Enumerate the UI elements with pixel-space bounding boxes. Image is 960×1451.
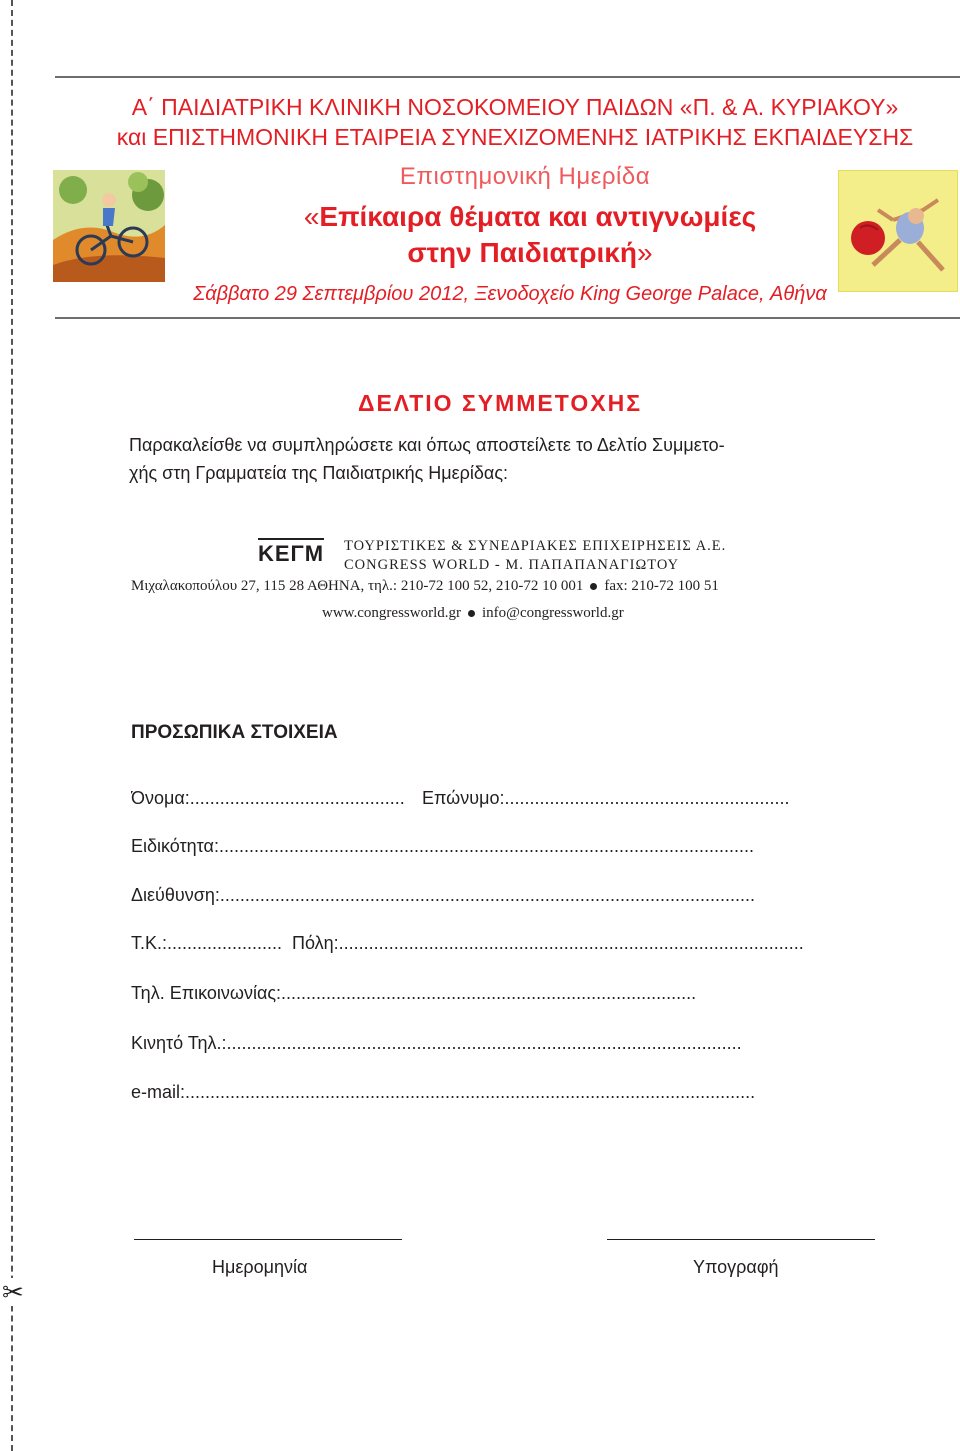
- mobile-field[interactable]: Κινητό Τηλ.:.......................................................................................................: [131, 1033, 742, 1053]
- email-field[interactable]: e-mail:..................................................................................................................: [131, 1082, 756, 1102]
- specialty-field[interactable]: Ειδικότητα:...........................................................................................................: [131, 836, 755, 856]
- email-link[interactable]: info@congressworld.gr: [482, 605, 624, 621]
- title-text-2: στην Παιδιατρική: [407, 237, 638, 268]
- personal-section-title: ΠΡΟΣΩΠΙΚΑ ΣΤΟΙΧΕΙΑ: [131, 722, 338, 743]
- city-field[interactable]: Πόλη:.............................................................................................: [292, 933, 804, 953]
- company-name-line-1: ΤΟΥΡΙΣΤΙΚΕΣ & ΣΥΝΕΔΡΙΑΚΕΣ ΕΠΙΧΕΙΡΗΣΕΙΣ Α.Ε.: [344, 538, 727, 554]
- event-type: Επιστημονική Ημερίδα: [399, 163, 651, 190]
- bullet-icon: [468, 610, 475, 617]
- company-logo: ΚΕΓΜ: [258, 538, 324, 567]
- last-name-field[interactable]: Επώνυμο:.........................................................: [422, 788, 790, 808]
- instructions-line-1: Παρακαλείσθε να συμπληρώσετε και όπως αποστείλετε το Δελτίο Συμμετο-: [129, 435, 725, 455]
- instructions-line-2: χής στη Γραμματεία της Παιδιατρικής Ημερίδας:: [129, 463, 509, 483]
- top-rule: [55, 76, 960, 78]
- company-web: [322, 605, 624, 622]
- instructions: [129, 431, 889, 487]
- title-text-1: Επίκαιρα θέματα και αντιγνωμίες: [319, 201, 757, 232]
- event-date-location: Σάββατο 29 Σεπτεμβρίου 2012, Ξενοδοχείο King George Palace, Αθήνα: [193, 283, 827, 305]
- date-line[interactable]: [134, 1239, 402, 1240]
- event-title-line-1: [290, 201, 770, 233]
- website-link[interactable]: www.congressworld.gr: [322, 605, 461, 621]
- company-name-line-2: CONGRESS WORLD - Μ. ΠΑΠΑΠΑΝΑΓΙΩΤΟΥ: [344, 557, 680, 573]
- header-bottom-rule: [55, 317, 960, 319]
- close-quote: »: [637, 237, 653, 268]
- bullet-icon: [590, 583, 597, 590]
- form-title: ΔΕΛΤΙΟ ΣΥΜΜΕΤΟΧΗΣ: [357, 390, 643, 416]
- address-text: Μιχαλακοπούλου 27, 115 28 ΑΘΗΝΑ, τηλ.: 210-72 100 52, 210-72 10 001: [131, 578, 584, 594]
- bicycle-illustration: [53, 170, 165, 282]
- header-line-1: Α΄ ΠΑΙΔΙΑΤΡΙΚΗ ΚΛΙΝΙΚΗ ΝΟΣΟΚΟΜΕΙΟΥ ΠΑΙΔΩΝ «Π. & Α. ΚΥΡΙΑΚΟΥ»: [131, 94, 899, 120]
- scissors-icon: ✂: [2, 1277, 24, 1307]
- phone-field[interactable]: Τηλ. Επικοινωνίας:...................................................................................: [131, 983, 697, 1003]
- cut-line: [11, 0, 13, 1451]
- date-label: Ημερομηνία: [212, 1257, 308, 1277]
- event-title-line-2: [380, 237, 680, 269]
- signature-line[interactable]: [607, 1239, 875, 1240]
- first-name-field[interactable]: Όνομα:...........................................: [131, 788, 405, 808]
- fax-text: fax: 210-72 100 51: [604, 578, 719, 594]
- ball-illustration: [838, 170, 958, 292]
- address-field[interactable]: Διεύθυνση:...........................................................................................................: [131, 885, 755, 905]
- company-address: [131, 578, 861, 595]
- header-line-2: και ΕΠΙΣΤΗΜΟΝΙΚΗ ΕΤΑΙΡΕΙΑ ΣΥΝΕΧΙΖΟΜΕΝΗΣ ΙΑΤΡΙΚΗΣ ΕΚΠΑΙΔΕΥΣΗΣ: [116, 124, 914, 150]
- signature-label: Υπογραφή: [693, 1257, 779, 1277]
- postal-code-field[interactable]: Τ.Κ.:.......................: [131, 933, 283, 953]
- open-quote: «: [303, 201, 320, 232]
